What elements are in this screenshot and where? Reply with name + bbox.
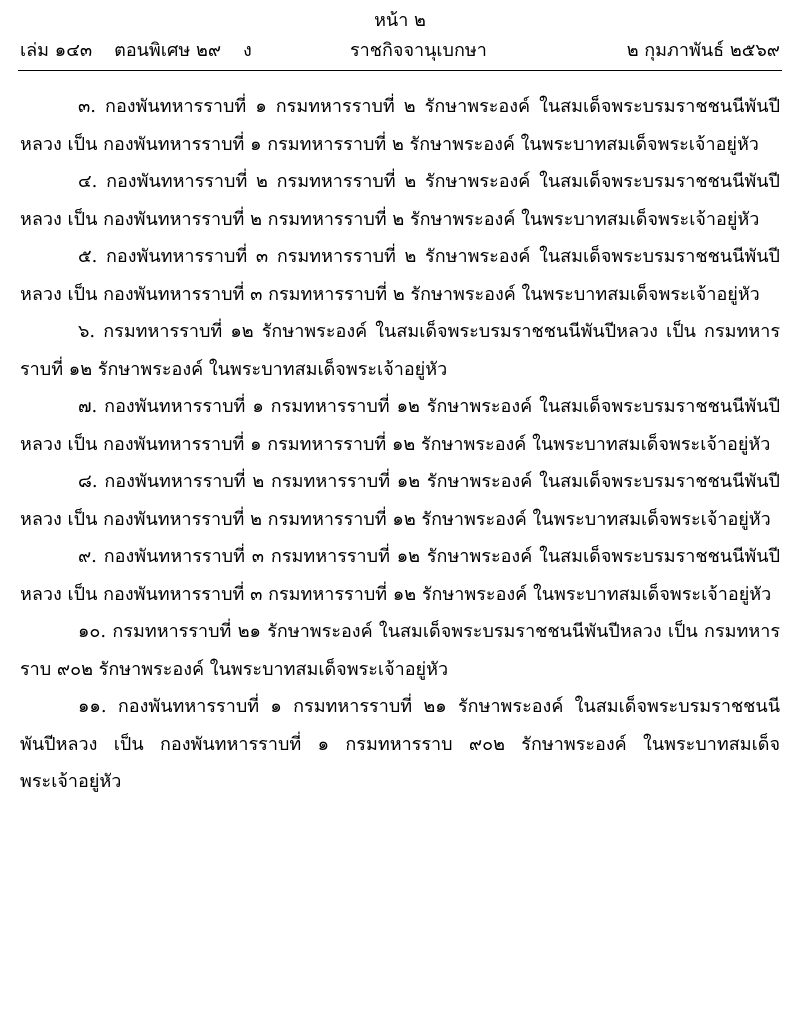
paragraph-item-3: ๓. กองพันทหารราบที่ ๑ กรมทหารราบที่ ๒ รักษาพระองค์ ในสมเด็จพระบรมราชชนนีพันปีหลวง เป็น กองพันทหารราบที่ ๑ กรมทหารราบที่ ๒ รักษาพระองค์ ในพระบาทสมเด็จพระเจ้าอยู่หัว (20, 96, 780, 155)
paragraph-item-8: ๘. กองพันทหารราบที่ ๒ กรมทหารราบที่ ๑๒ รักษาพระองค์ ในสมเด็จพระบรมราชชนนีพันปีหลวง เป็น กองพันทหารราบที่ ๒ กรมทหารราบที่ ๑๒ รักษาพระองค์ ในพระบาทสมเด็จพระเจ้าอยู่หัว (20, 471, 780, 530)
type-label: ง (243, 40, 252, 61)
page-number: หน้า ๒ (374, 10, 426, 31)
document-body (20, 88, 780, 801)
volume-label: เล่ม ๑๔๓ (20, 40, 93, 61)
paragraph-item-5: ๕. กองพันทหารราบที่ ๓ กรมทหารราบที่ ๒ รักษาพระองค์ ในสมเด็จพระบรมราชชนนีพันปีหลวง เป็น กองพันทหารราบที่ ๓ กรมทหารราบที่ ๒ รักษาพระองค์ ในพระบาทสมเด็จพระเจ้าอยู่หัว (20, 246, 780, 305)
paragraph-item-9: ๙. กองพันทหารราบที่ ๓ กรมทหารราบที่ ๑๒ รักษาพระองค์ ในสมเด็จพระบรมราชชนนีพันปีหลวง เป็น กองพันทหารราบที่ ๓ กรมทหารราบที่ ๑๒ รักษาพระองค์ ในพระบาทสมเด็จพระเจ้าอยู่หัว (20, 546, 780, 605)
publication-date: ๒ กุมภาพันธ์ ๒๕๖๙ (626, 40, 780, 61)
section-label: ตอนพิเศษ ๒๙ (114, 40, 222, 61)
gazette-header (20, 37, 780, 65)
paragraph-item-7: ๗. กองพันทหารราบที่ ๑ กรมทหารราบที่ ๑๒ รักษาพระองค์ ในสมเด็จพระบรมราชชนนีพันปีหลวง เป็น กองพันทหารราบที่ ๑ กรมทหารราบที่ ๑๒ รักษาพระองค์ ในพระบาทสมเด็จพระเจ้าอยู่หัว (20, 396, 780, 455)
paragraph-item-10: ๑๐. กรมทหารราบที่ ๒๑ รักษาพระองค์ ในสมเด็จพระบรมราชชนนีพันปีหลวง เป็น กรมทหารราบ ๙๐๒ รักษาพระองค์ ในพระบาทสมเด็จพระเจ้าอยู่หัว (20, 621, 780, 680)
paragraph-item-4: ๔. กองพันทหารราบที่ ๒ กรมทหารราบที่ ๒ รักษาพระองค์ ในสมเด็จพระบรมราชชนนีพันปีหลวง เป็น กองพันทหารราบที่ ๒ กรมทหารราบที่ ๒ รักษาพระองค์ ในพระบาทสมเด็จพระเจ้าอยู่หัว (20, 171, 780, 230)
paragraph-item-6: ๖. กรมทหารราบที่ ๑๒ รักษาพระองค์ ในสมเด็จพระบรมราชชนนีพันปีหลวง เป็น กรมทหารราบที่ ๑๒ รักษาพระองค์ ในพระบาทสมเด็จพระเจ้าอยู่หัว (20, 321, 780, 380)
publication-name: ราชกิจจานุเบกษา (350, 40, 487, 61)
paragraph-item-11: ๑๑. กองพันทหารราบที่ ๑ กรมทหารราบที่ ๒๑ รักษาพระองค์ ในสมเด็จพระบรมราชชนนีพันปีหลวง เป็น กองพันทหารราบที่ ๑ กรมทหารราบ ๙๐๒ รักษาพระองค์ ในพระบาทสมเด็จพระเจ้าอยู่หัว (20, 696, 780, 792)
header-left-group (20, 37, 274, 65)
header-divider (18, 70, 782, 71)
